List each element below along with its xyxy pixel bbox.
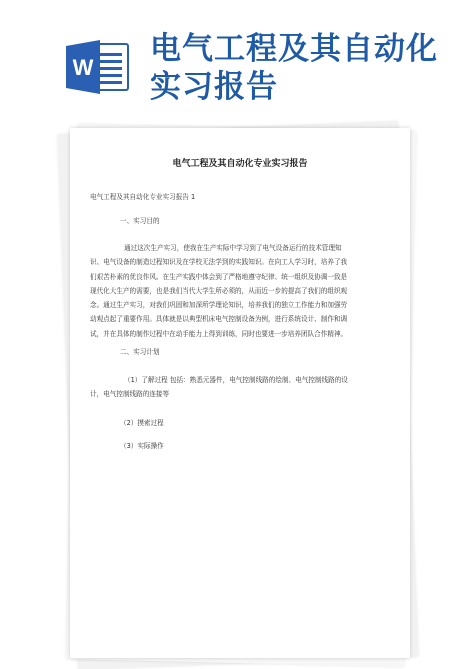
svg-text:W: W <box>72 55 94 80</box>
section-heading-2: 二、实习计划 <box>120 348 160 356</box>
document-title: 电气工程及其自动化专业实习报告 <box>172 159 308 169</box>
section-heading-1: 一、实习目的 <box>120 217 160 225</box>
document-subtitle: 电气工程及其自动化专业实习报告 1 <box>90 193 196 201</box>
plan-item-1: （1）了解过程 包括：熟悉元器件，电气控制线路的绘制、电气控制线路的设计，电气控制线路的连接等 <box>90 376 348 399</box>
page-title: 电气工程及其自动化实习报告 <box>150 31 438 105</box>
section-paragraph-1: 通过这次生产实习，使我在生产实际中学习到了电气设备运行的技术管理知识、电气设备的制造过程知识及在学校无法学到的实践知识。在向工人学习时，培养了我们艰苦朴素的优良作风。在生产实践中体会到了严格地遵守纪律、统一组织及协调一致是现代化大生产的需要，也是我们当代大学生所必须的，从而近一步的提高了我们的组织观念。通过生产实习，对我们巩固和加深所学理论知识，培养我们的独立工作能力和加强劳动观点起了重要作用。具体就是以典型机床电气控制设备为例，进行系统设计、制作和调试，并在具体的制作过程中在动手能力上得到训练，同时也要进一步培养团队合作精神。 <box>90 244 348 338</box>
document-page <box>70 128 410 658</box>
word-logo-icon <box>66 38 130 96</box>
plan-item-3: （3）实际操作 <box>120 442 164 450</box>
header-banner <box>0 0 474 118</box>
plan-item-2: （2）摸索过程 <box>120 419 164 427</box>
